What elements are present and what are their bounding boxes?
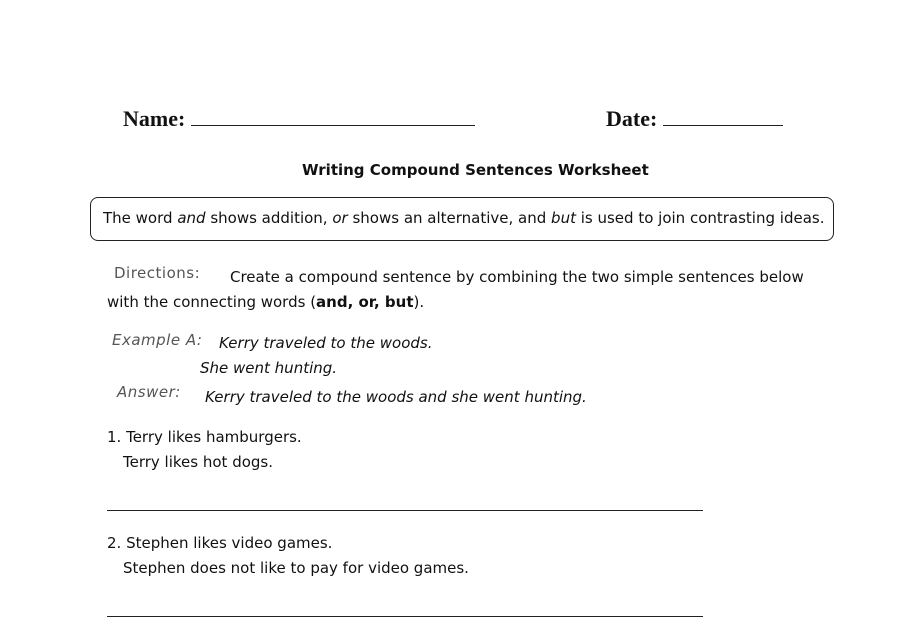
directions-line2-suffix: ).	[413, 293, 425, 311]
example-label: Example A:	[112, 331, 203, 349]
question-2-sentence2: Stephen does not like to pay for video games.	[123, 559, 469, 577]
question-2-answer-line[interactable]	[107, 616, 703, 617]
question-2-sentence1: Stephen likes video games.	[126, 534, 333, 552]
name-blank-line[interactable]	[191, 125, 475, 126]
directions-line2-prefix: with the connecting words (	[107, 293, 317, 311]
tip-text-part2: shows addition,	[205, 209, 333, 227]
directions-text-line2	[107, 293, 424, 311]
answer-label: Answer:	[117, 383, 181, 401]
directions-label: Directions:	[114, 264, 201, 282]
example-answer: Kerry traveled to the woods and she went hunting.	[205, 388, 587, 406]
name-label: Name:	[123, 106, 186, 131]
date-label: Date:	[606, 106, 658, 131]
tip-text-part4: is used to join contrasting ideas.	[575, 209, 825, 227]
question-1-number: 1.	[107, 428, 122, 446]
question-2-line1	[107, 534, 332, 552]
tip-word-but: but	[551, 209, 576, 227]
name-field-row	[123, 106, 475, 132]
date-blank-line[interactable]	[663, 125, 783, 126]
question-1-line1	[107, 428, 302, 446]
directions-connecting-words: and, or, but	[316, 293, 414, 311]
question-2-number: 2.	[107, 534, 122, 552]
tip-box	[90, 197, 834, 241]
tip-word-and: and	[177, 209, 206, 227]
question-1-sentence1: Terry likes hamburgers.	[126, 428, 302, 446]
directions-text-line1: Create a compound sentence by combining the two simple sentences below	[230, 268, 804, 286]
tip-text-part1: The word	[103, 209, 178, 227]
date-field-row	[606, 106, 783, 132]
question-1-answer-line[interactable]	[107, 510, 703, 511]
tip-word-or: or	[332, 209, 348, 227]
tip-text	[103, 209, 824, 227]
worksheet-title: Writing Compound Sentences Worksheet	[302, 161, 649, 179]
example-sentence2: She went hunting.	[200, 359, 338, 377]
question-1-sentence2: Terry likes hot dogs.	[123, 453, 273, 471]
example-sentence1: Kerry traveled to the woods.	[219, 334, 433, 352]
tip-text-part3: shows an alternative, and	[347, 209, 552, 227]
